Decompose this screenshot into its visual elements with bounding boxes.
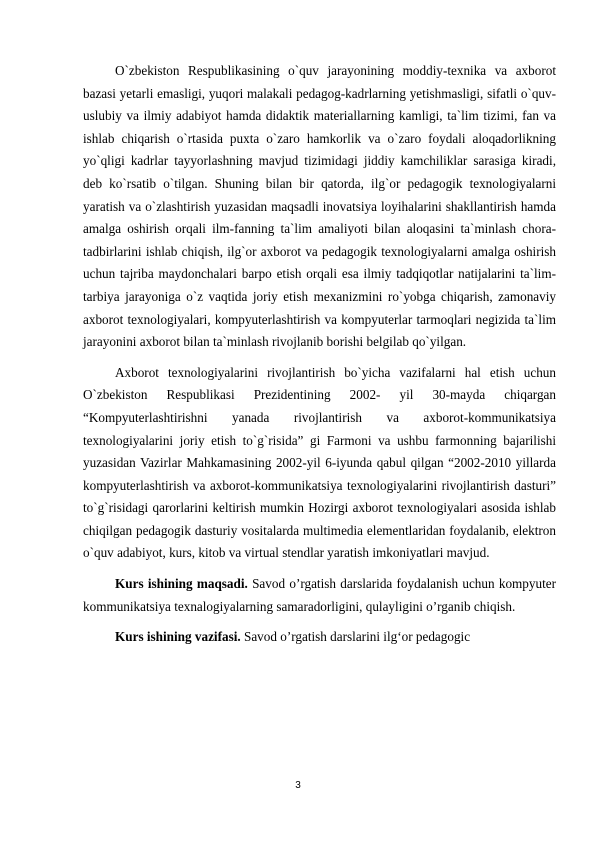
paragraph-text: Savod o’rgatish darslarini ilg‘or pedagogic bbox=[240, 629, 471, 645]
section-heading: Kurs ishining vazifasi. bbox=[115, 629, 241, 645]
paragraph: O`zbekiston Respublikasining o`quv jarayonining moddiy-texnika va axborot bazasi yetarli emasligi, yuqori malakali pedagog-kadrlarning yetishmasligi, sifatli o`quv-uslubiy va ilmiy adabiyot hamda didaktik materiallarning kamligi, ta`lim tizimi, fan va ishlab chiqarish o`rtasida puxta o`zaro hamkorlik va o`zaro foydali aloqadorlikning yo`qligi kadrlar tayyorlashning mavjud tizimidagi jiddiy kamchiliklar sarasiga kiradi, deb ko`rsatib o`tilgan. Shuning bilan bir qatorda, ilg`or pedagogik texnologiyalarni yaratish va o`zlashtirish yuzasidan maqsadli inovatsiya loyihalarini shakllantirish hamda amalga oshirish orqali ilm-fanning ta`lim amaliyoti bilan aloqasini ta`minlash chora-tadbirlarini ishlab chiqish, ilg`or axborot va pedagogik texnologiyalarni amalga oshirish uchun tajriba maydonchalari barpo etish orqali esa ilmiy tadqiqotlar natijalarini ta`lim-tarbiya jarayoniga o`z vaqtida joriy etish mexanizmini ro`yobga chiqarish, zamonaviy axborot texnologiyalari, kompyuterlashtirish va kompyuterlar tarmoqlari negizida ta`lim jarayonini axborot bilan ta`minlash rivojlanib borishi belgilab qo`yilgan. bbox=[83, 63, 556, 350]
document-body bbox=[83, 60, 556, 649]
section-heading: Kurs ishining maqsadi. bbox=[115, 576, 248, 592]
paragraph bbox=[83, 626, 556, 649]
paragraph bbox=[83, 573, 556, 618]
paragraph: Axborot texnologiyalarini rivojlantirish bo`yicha vazifalarni hal etish uchun O`zbekiston Respublikasi Prezidentining 2002- yil 30-mayda chiqargan “Kompyuterlashtirishni yanada rivojlantirish va axborot-kommunikatsiya texnologiyalarini joriy etish to`g`risida” gi Farmoni va ushbu farmonning bajarilishi yuzasidan Vazirlar Mahkamasining 2002-yil 6-iyunda qabul qilgan “2002-2010 yillarda kompyuterlashtirish va axborot-kommunikatsiya texnologiyalarini rivojlantirish dasturi” to`g`risidagi qarorlarini keltirish mumkin Hozirgi axborot texnologiyalari asosida ishlab chiqilgan pedagogik dasturiy vositalarda multimedia elementlaridan foydalanib, elektron o`quv adabiyot, kurs, kitob va virtual stendlar yaratish imkoniyatlari mavjud. bbox=[83, 364, 556, 561]
page-number: 3 bbox=[295, 780, 301, 791]
paragraph-text: Savod o’rgatish darslarida foydalanish uchun kompyuter kommunikatsiya texnalogiyalarning samaradorligini, qulayligini o’rganib chiqish. bbox=[83, 576, 556, 614]
